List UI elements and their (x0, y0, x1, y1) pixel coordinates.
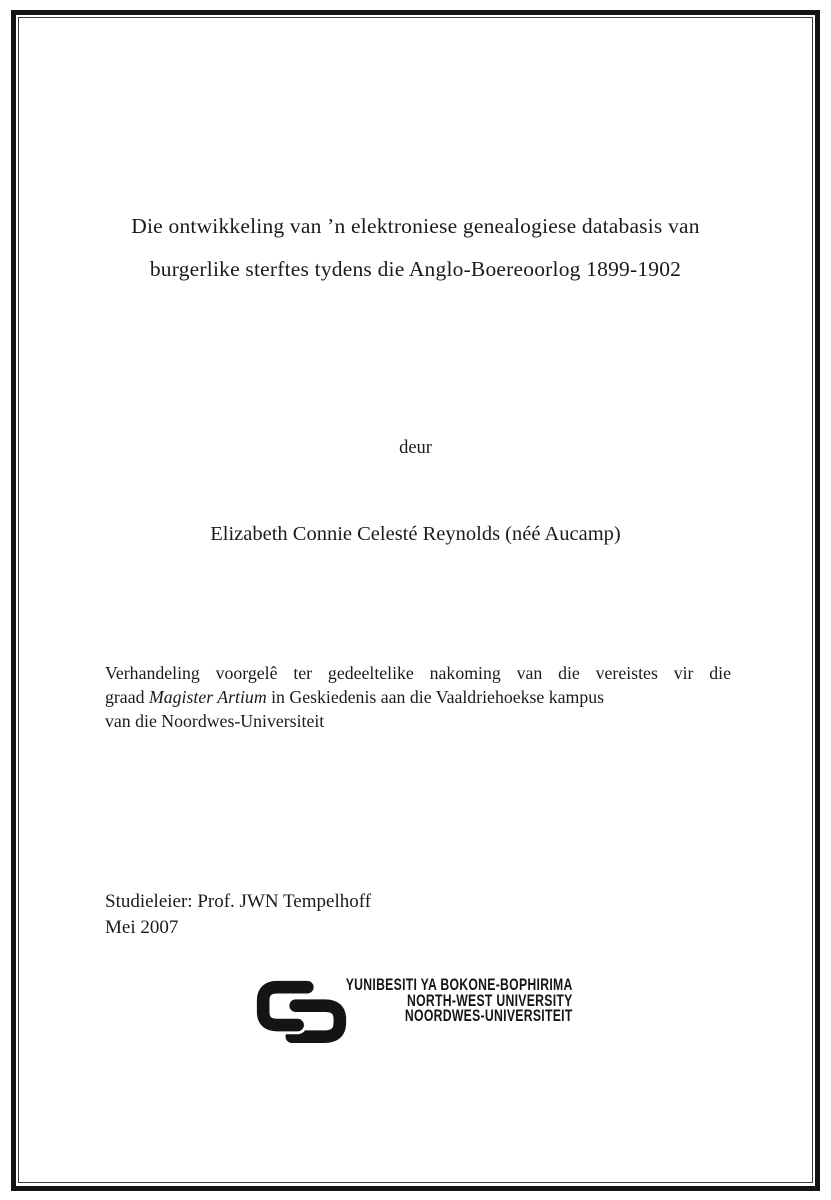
university-name-english: NORTH-WEST UNIVERSITY (407, 991, 573, 1010)
byline: deur (399, 438, 432, 458)
degree-statement-line-3: van die Noordwes-Universiteit (105, 711, 325, 731)
degree-statement-line-1: Verhandeling voorgelê ter gedeeltelike nakoming van die vereistes vir die (105, 663, 731, 683)
university-logo-mark-icon (253, 977, 350, 1043)
degree-statement-line-2 (105, 685, 731, 709)
thesis-title-line-1: Die ontwikkeling van ’n elektroniese genealogiese databasis van (131, 214, 700, 238)
degree-name: Magister Artium (148, 687, 267, 707)
thesis-title (60, 205, 771, 291)
supervisor-line: Studieleier: Prof. JWN Tempelhoff (105, 891, 372, 912)
university-name-setswana: YUNIBESITI YA BOKONE-BOPHIRIMA (346, 976, 573, 994)
degree-statement (105, 661, 731, 733)
supervisor-block (105, 889, 371, 940)
university-logo-text (346, 978, 573, 1025)
university-name-afrikaans: NOORDWES-UNIVERSITEIT (405, 1007, 573, 1025)
author-name: Elizabeth Connie Celesté Reynolds (néé Aucamp) (210, 523, 621, 545)
date-line: Mei 2007 (105, 916, 179, 938)
university-logo (253, 976, 574, 1048)
degree-statement-line-2-post: in Geskiedenis aan die Vaaldriehoekse kampus (266, 687, 605, 707)
thesis-title-line-2: burgerlike sterftes tydens die Anglo-Boereoorlog 1899-1902 (149, 257, 682, 281)
degree-statement-line-2-pre: graad (105, 687, 149, 707)
